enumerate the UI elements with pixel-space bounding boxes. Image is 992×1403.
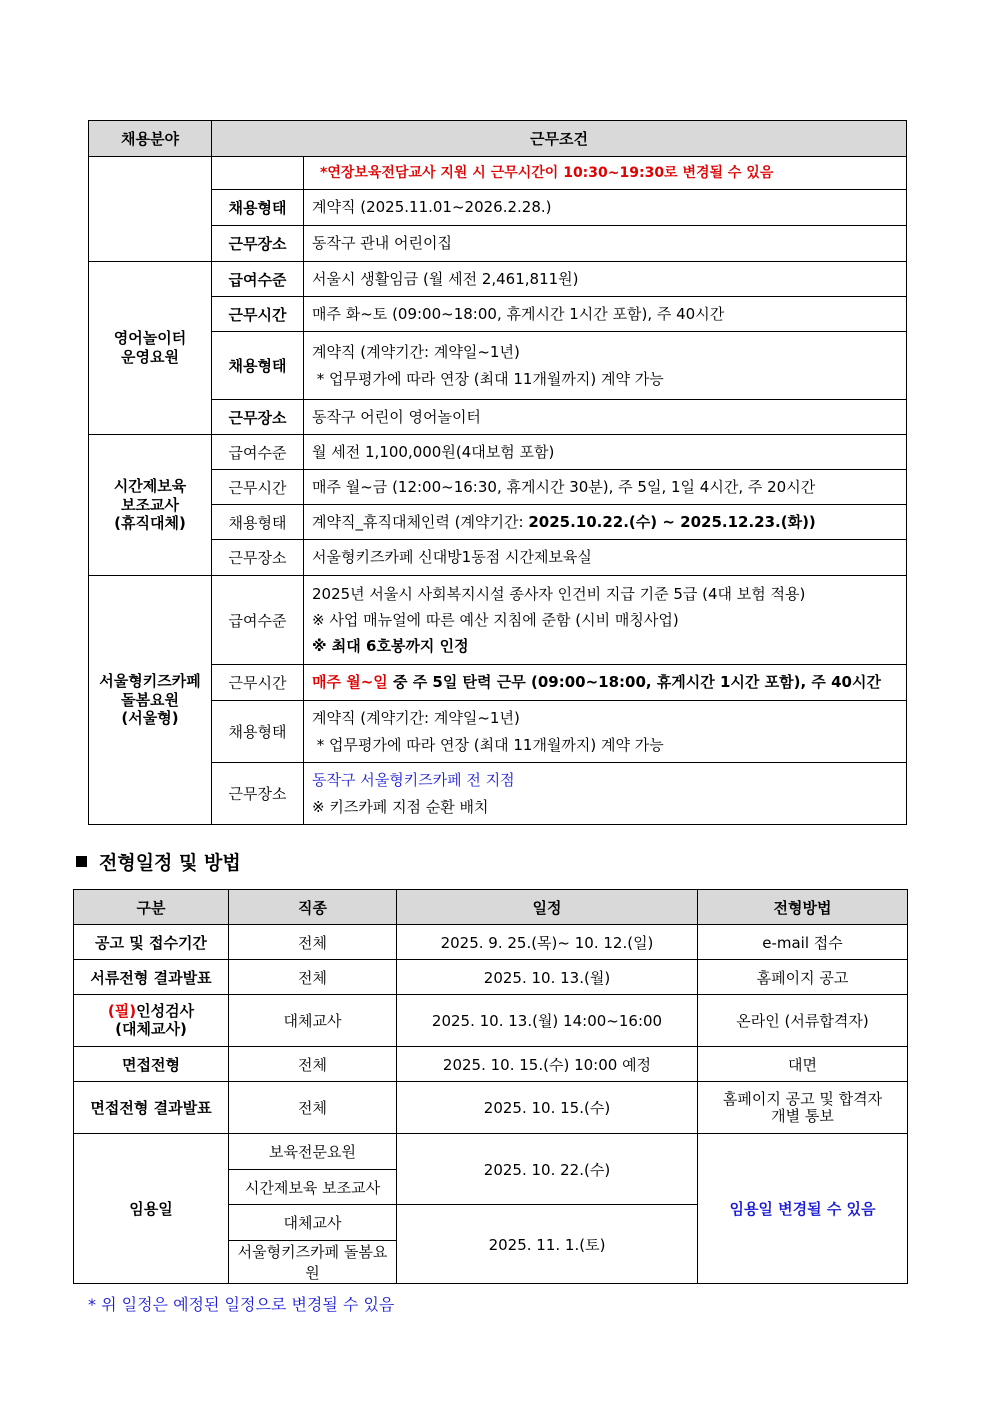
- row-value: [304, 576, 907, 665]
- appointment-date: 2025. 11. 1.(토): [397, 1205, 698, 1284]
- value-line: ※ 사업 매뉴얼에 따른 예산 지침에 준함 (시비 매칭사업): [312, 610, 679, 629]
- row-label: 급여수준: [212, 435, 304, 470]
- row-label: 근무시간: [212, 297, 304, 332]
- work-conditions-table: [88, 120, 907, 825]
- value-line: ※ 키즈카페 지점 순환 배치: [312, 797, 489, 816]
- schedule-date: 2025. 9. 25.(목)~ 10. 12.(일): [397, 925, 698, 960]
- category-english-playground: [89, 262, 212, 435]
- row-label: 급여수준: [212, 576, 304, 665]
- value-text: 중 주 5일 탄력 근무 (09:00~18:00, 휴게시간 1시간 포함), 주 40시간: [387, 673, 881, 692]
- highlight-days: 매주 월~일: [312, 673, 388, 692]
- header-job: 직종: [229, 890, 397, 925]
- value-line: ※ 최대 6호봉까지 인정: [312, 637, 469, 656]
- value-line: 동작구 서울형키즈카페 전 지점: [312, 771, 515, 790]
- schedule-category: [74, 995, 229, 1047]
- row-label: 근무시간: [212, 470, 304, 505]
- schedule-method: [698, 1082, 908, 1134]
- row-label: 근무장소: [212, 226, 304, 262]
- header-category: 구분: [74, 890, 229, 925]
- method-line: 홈페이지 공고 및 합격자: [722, 1090, 883, 1108]
- category-line: (서울형): [121, 709, 179, 728]
- category-line: 운영요원: [121, 348, 179, 366]
- schedule-date: 2025. 10. 15.(수) 10:00 예정: [397, 1047, 698, 1082]
- row-label: 채용형태: [212, 190, 304, 226]
- schedule-table: [73, 889, 908, 1284]
- row-value: 매주 월~금 (12:00~16:30, 휴게시간 30분), 주 5일, 1일 4시간, 주 20시간: [304, 470, 907, 505]
- value-line: 계약직 (계약기간: 계약일~1년): [312, 343, 520, 362]
- header-field: 채용분야: [89, 121, 212, 157]
- value-line: * 업무평가에 따라 연장 (최대 11개월까지) 계약 가능: [312, 369, 664, 388]
- row-label: 근무장소: [212, 400, 304, 435]
- schedule-method: 대면: [698, 1047, 908, 1082]
- empty-label: [212, 157, 304, 190]
- row-value: 계약직 (2025.11.01~2026.2.28.): [304, 190, 907, 226]
- schedule-method: 온라인 (서류합격자): [698, 995, 908, 1047]
- schedule-job: 전체: [229, 1082, 397, 1134]
- row-value: 서울시 생활임금 (월 세전 2,461,811원): [304, 262, 907, 297]
- row-value: 동작구 관내 어린이집: [304, 226, 907, 262]
- row-value: 매주 화~토 (09:00~18:00, 휴게시간 1시간 포함), 주 40시간: [304, 297, 907, 332]
- section-title-text: 전형일정 및 방법: [99, 852, 241, 874]
- schedule-job: 대체교사: [229, 995, 397, 1047]
- category-line: [82, 1003, 220, 1020]
- section-title: [76, 848, 241, 875]
- category-line: 영어놀이터: [113, 329, 187, 348]
- schedule-job: 전체: [229, 1047, 397, 1082]
- category-empty: [89, 157, 212, 262]
- appointment-job: 시간제보육 보조교사: [229, 1170, 397, 1205]
- row-label: 채용형태: [212, 332, 304, 400]
- required-mark: (필): [107, 1002, 137, 1021]
- row-label: 근무시간: [212, 665, 304, 701]
- appointment-job: 보육전문요원: [229, 1134, 397, 1170]
- footnote: * 위 일정은 예정된 일정으로 변경될 수 있음: [88, 1295, 395, 1314]
- value-line: * 업무평가에 따라 연장 (최대 11개월까지) 계약 가능: [312, 735, 664, 754]
- appointment-date: 2025. 10. 22.(수): [397, 1134, 698, 1205]
- row-value: 동작구 어린이 영어놀이터: [304, 400, 907, 435]
- value-line: 2025년 서울시 사회복지시설 종사자 인건비 지급 기준 5급 (4대 보험 적용): [312, 584, 806, 603]
- value-text: 계약직_휴직대체인력 (계약기간:: [312, 512, 529, 531]
- schedule-category: 면접전형 결과발표: [74, 1082, 229, 1134]
- appointment-job: 서울형키즈카페 돌봄요원: [229, 1241, 397, 1284]
- row-label: 급여수준: [212, 262, 304, 297]
- schedule-job: 전체: [229, 960, 397, 995]
- row-value: [304, 701, 907, 763]
- contract-period: 2025.10.22.(수) ~ 2025.12.23.(화)): [528, 512, 816, 531]
- category-kidscafe-caregiver: [89, 576, 212, 825]
- category-line: (대체교사): [115, 1019, 187, 1038]
- appointment-category: 임용일: [74, 1134, 229, 1284]
- row-label: 채용형태: [212, 505, 304, 540]
- header-conditions: 근무조건: [212, 121, 907, 157]
- category-line: 보조교사: [121, 495, 179, 514]
- schedule-category: 면접전형: [74, 1047, 229, 1082]
- row-label: 근무장소: [212, 540, 304, 576]
- row-label: 근무장소: [212, 763, 304, 825]
- header-method: 전형방법: [698, 890, 908, 925]
- schedule-date: 2025. 10. 13.(월): [397, 960, 698, 995]
- square-bullet-icon: [76, 856, 87, 867]
- value-line: 계약직 (계약기간: 계약일~1년): [312, 709, 520, 728]
- row-value: [304, 505, 907, 540]
- row-label: 채용형태: [212, 701, 304, 763]
- schedule-date: 2025. 10. 15.(수): [397, 1082, 698, 1134]
- overtime-notice: *연장보육전담교사 지원 시 근무시간이 10:30~19:30로 변경될 수 있음: [304, 157, 907, 190]
- category-text: 인성검사: [136, 1002, 195, 1021]
- category-line: 서울형키즈카페: [99, 671, 201, 690]
- row-value: 서울형키즈카페 신대방1동점 시간제보육실: [304, 540, 907, 576]
- schedule-category: 공고 및 접수기간: [74, 925, 229, 960]
- schedule-method: 홈페이지 공고: [698, 960, 908, 995]
- schedule-job: 전체: [229, 925, 397, 960]
- row-value: [304, 332, 907, 400]
- method-line: 개별 통보: [771, 1106, 834, 1125]
- row-value: [304, 665, 907, 701]
- schedule-date: 2025. 10. 13.(월) 14:00~16:00: [397, 995, 698, 1047]
- header-date: 일정: [397, 890, 698, 925]
- schedule-category: 서류전형 결과발표: [74, 960, 229, 995]
- schedule-method: e-mail 접수: [698, 925, 908, 960]
- category-line: 돌봄요원: [121, 690, 179, 709]
- row-value: 월 세전 1,100,000원(4대보험 포함): [304, 435, 907, 470]
- appointment-method: 임용일 변경될 수 있음: [698, 1134, 908, 1284]
- row-value: [304, 763, 907, 825]
- category-line: 시간제보육: [113, 476, 187, 495]
- appointment-job: 대체교사: [229, 1205, 397, 1241]
- category-line: (휴직대체): [114, 514, 186, 533]
- category-parttime-assistant: [89, 435, 212, 576]
